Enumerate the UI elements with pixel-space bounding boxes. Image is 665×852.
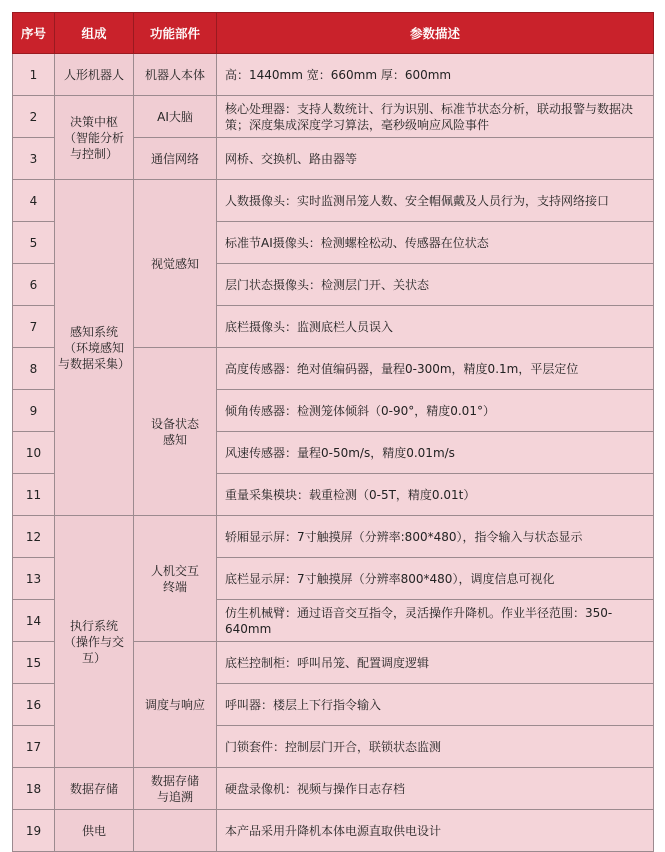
group-cell-execution	[55, 516, 134, 768]
row-number: 18	[13, 768, 55, 810]
description-cell: 门锁套件：控制层门开合，联锁状态监测	[217, 726, 654, 768]
row-number: 17	[13, 726, 55, 768]
description-cell: 底栏显示屏：7寸触摸屏（分辨率800*480），调度信息可视化	[217, 558, 654, 600]
row-number: 8	[13, 348, 55, 390]
description-cell: 重量采集模块：载重检测（0-5T，精度0.01t）	[217, 474, 654, 516]
header-description: 参数描述	[217, 13, 654, 54]
function-cell-ai-brain: AI大脑	[134, 96, 217, 138]
spec-table	[12, 12, 654, 852]
row-number: 19	[13, 810, 55, 852]
description-cell: 底栏摄像头：监测底栏人员误入	[217, 306, 654, 348]
table-row	[13, 54, 654, 96]
group-cell-perception	[55, 180, 134, 516]
group-label: （智能分析	[63, 130, 124, 145]
group-label: （操作与交互）	[63, 634, 124, 665]
description-cell: 高度传感器：绝对值编码器，量程0-300m，精度0.1m，平层定位	[217, 348, 654, 390]
row-number: 13	[13, 558, 55, 600]
table-row	[13, 96, 654, 138]
function-label: 感知	[162, 432, 187, 447]
header-function: 功能部件	[134, 13, 217, 54]
description-cell: 倾角传感器：检测笼体倾斜（0-90°，精度0.01°）	[217, 390, 654, 432]
row-number: 14	[13, 600, 55, 642]
row-number: 2	[13, 96, 55, 138]
group-cell-decision	[55, 96, 134, 180]
row-number: 15	[13, 642, 55, 684]
function-cell: 机器人本体	[134, 54, 217, 96]
function-label: 与追溯	[156, 789, 193, 804]
row-number: 5	[13, 222, 55, 264]
row-number: 4	[13, 180, 55, 222]
row-number: 9	[13, 390, 55, 432]
function-cell-hmi	[134, 516, 217, 642]
description-cell: 标准节AI摄像头：检测螺栓松动、传感器在位状态	[217, 222, 654, 264]
description-cell: 硬盘录像机：视频与操作日志存档	[217, 768, 654, 810]
row-number: 3	[13, 138, 55, 180]
table-row	[13, 516, 654, 558]
group-label: 与控制）	[69, 146, 118, 161]
function-cell-dispatch: 调度与响应	[134, 642, 217, 768]
header-no: 序号	[13, 13, 55, 54]
group-label: 与数据采集）	[57, 356, 130, 371]
group-cell: 供电	[55, 810, 134, 852]
row-number: 10	[13, 432, 55, 474]
description-cell: 核心处理器：支持人数统计、行为识别、标准节状态分析，联动报警与数据决策；深度集成深度学习算法，毫秒级响应风险事件	[217, 96, 654, 138]
description-cell: 风速传感器：量程0-50m/s，精度0.01m/s	[217, 432, 654, 474]
function-cell-network: 通信网络	[134, 138, 217, 180]
table-row	[13, 768, 654, 810]
row-number: 16	[13, 684, 55, 726]
function-cell-device-status	[134, 348, 217, 516]
group-cell: 数据存储	[55, 768, 134, 810]
group-label: （环境感知	[63, 340, 124, 355]
function-label: 设备状态	[150, 416, 199, 431]
group-label: 感知系统	[69, 324, 118, 339]
function-label: 数据存储	[150, 773, 199, 788]
description-cell: 层门状态摄像头：检测层门开、关状态	[217, 264, 654, 306]
description-cell: 轿厢显示屏：7寸触摸屏（分辨率:800*480），指令输入与状态显示	[217, 516, 654, 558]
description-cell: 人数摄像头：实时监测吊笼人数、安全帽佩戴及人员行为，支持网络接口	[217, 180, 654, 222]
function-cell-vision: 视觉感知	[134, 180, 217, 348]
function-label: 终端	[162, 579, 187, 594]
row-number: 12	[13, 516, 55, 558]
description-cell: 本产品采用升降机本体电源直取供电设计	[217, 810, 654, 852]
table-row	[13, 180, 654, 222]
table-header-row	[13, 13, 654, 54]
row-number: 6	[13, 264, 55, 306]
function-cell-empty	[134, 810, 217, 852]
function-label: 人机交互	[150, 563, 199, 578]
description-cell: 呼叫器：楼层上下行指令输入	[217, 684, 654, 726]
description-cell: 网桥、交换机、路由器等	[217, 138, 654, 180]
table-row	[13, 810, 654, 852]
function-cell-storage	[134, 768, 217, 810]
group-label: 执行系统	[69, 618, 118, 633]
description-cell: 底栏控制柜：呼叫吊笼、配置调度逻辑	[217, 642, 654, 684]
row-number: 11	[13, 474, 55, 516]
row-number: 1	[13, 54, 55, 96]
row-number: 7	[13, 306, 55, 348]
description-cell: 仿生机械臂：通过语音交互指令，灵活操作升降机。作业半径范围：350-640mm	[217, 600, 654, 642]
description-cell: 高：1440mm 宽：660mm 厚：600mm	[217, 54, 654, 96]
group-label: 决策中枢	[69, 114, 118, 129]
header-group: 组成	[55, 13, 134, 54]
group-cell: 人形机器人	[55, 54, 134, 96]
